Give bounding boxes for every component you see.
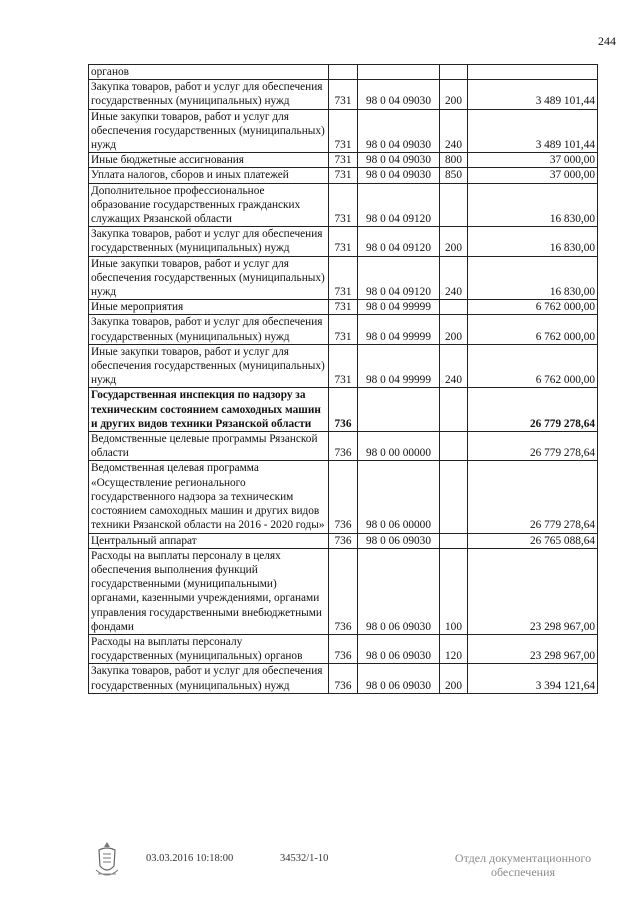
stamp-line-1: Отдел документационного	[454, 851, 592, 865]
cell-name: Иные закупки товаров, работ и услуг для обеспечения государственных (муниципальных) нужд	[89, 344, 329, 388]
cell-dept-code	[329, 65, 358, 80]
cell-expense-type	[440, 300, 468, 315]
cell-target-code	[358, 388, 440, 432]
cell-sum: 26 779 278,64	[468, 432, 598, 461]
cell-dept-code: 731	[329, 344, 358, 388]
cell-target-code: 98 0 06 09030	[358, 634, 440, 663]
footer-doc-id: 34532/1-10	[280, 853, 329, 864]
cell-dept-code: 731	[329, 227, 358, 256]
table-row	[89, 461, 598, 533]
cell-name: Ведомственная целевая программа «Осуществление регионального государственного надзора за техническим состоянием самоходных машин и других видов техники Рязанской области на 2016 - 2020 годы»	[89, 461, 329, 533]
cell-sum: 37 000,00	[468, 153, 598, 168]
table-row	[89, 168, 598, 183]
cell-dept-code: 731	[329, 315, 358, 344]
cell-name: Иные мероприятия	[89, 300, 329, 315]
coat-of-arms-emblem	[93, 840, 121, 880]
cell-sum: 3 489 101,44	[468, 80, 598, 109]
cell-name: Иные закупки товаров, работ и услуг для обеспечения государственных (муниципальных) нужд	[89, 109, 329, 153]
cell-expense-type	[440, 533, 468, 548]
cell-sum: 37 000,00	[468, 168, 598, 183]
cell-expense-type: 200	[440, 664, 468, 693]
footer-date: 03.03.2016 10:18:00	[146, 853, 234, 864]
cell-sum: 16 830,00	[468, 183, 598, 227]
cell-dept-code: 731	[329, 80, 358, 109]
cell-target-code: 98 0 04 09120	[358, 227, 440, 256]
cell-sum: 16 830,00	[468, 227, 598, 256]
cell-name: Закупка товаров, работ и услуг для обеспечения государственных (муниципальных) нужд	[89, 80, 329, 109]
budget-table-body	[89, 65, 598, 694]
cell-target-code: 98 0 04 09030	[358, 109, 440, 153]
cell-sum: 16 830,00	[468, 256, 598, 300]
table-row	[89, 664, 598, 693]
cell-name: Расходы на выплаты персоналу государственных (муниципальных) органов	[89, 634, 329, 663]
cell-target-code: 98 0 04 09030	[358, 80, 440, 109]
cell-name: Закупка товаров, работ и услуг для обеспечения государственных (муниципальных) нужд	[89, 315, 329, 344]
table-row	[89, 300, 598, 315]
cell-target-code: 98 0 04 09120	[358, 256, 440, 300]
cell-name: Иные бюджетные ассигнования	[89, 153, 329, 168]
cell-sum: 3 489 101,44	[468, 109, 598, 153]
budget-table	[88, 64, 598, 694]
cell-expense-type	[440, 461, 468, 533]
cell-name: Ведомственные целевые программы Рязанской области	[89, 432, 329, 461]
cell-target-code: 98 0 04 99999	[358, 300, 440, 315]
cell-target-code	[358, 65, 440, 80]
cell-target-code: 98 0 04 09030	[358, 153, 440, 168]
cell-expense-type: 240	[440, 256, 468, 300]
cell-expense-type	[440, 432, 468, 461]
cell-sum	[468, 65, 598, 80]
table-row	[89, 109, 598, 153]
cell-target-code: 98 0 00 00000	[358, 432, 440, 461]
cell-target-code: 98 0 04 09030	[358, 168, 440, 183]
cell-dept-code: 736	[329, 634, 358, 663]
table-row	[89, 65, 598, 80]
cell-sum: 26 765 088,64	[468, 533, 598, 548]
table-row	[89, 548, 598, 634]
cell-expense-type: 850	[440, 168, 468, 183]
cell-name: Закупка товаров, работ и услуг для обеспечения государственных (муниципальных) нужд	[89, 664, 329, 693]
cell-name: Дополнительное профессиональное образование государственных гражданских служащих Рязанской области	[89, 183, 329, 227]
cell-dept-code: 731	[329, 183, 358, 227]
cell-target-code: 98 0 06 09030	[358, 533, 440, 548]
cell-sum: 6 762 000,00	[468, 315, 598, 344]
cell-sum: 26 779 278,64	[468, 388, 598, 432]
cell-name: Государственная инспекция по надзору за техническим состоянием самоходных машин и других видов техники Рязанской области	[89, 388, 329, 432]
cell-expense-type: 200	[440, 80, 468, 109]
cell-dept-code: 731	[329, 109, 358, 153]
cell-expense-type	[440, 388, 468, 432]
cell-dept-code: 736	[329, 461, 358, 533]
cell-target-code: 98 0 06 09030	[358, 548, 440, 634]
table-row	[89, 80, 598, 109]
cell-dept-code: 736	[329, 664, 358, 693]
cell-sum: 6 762 000,00	[468, 344, 598, 388]
table-row	[89, 634, 598, 663]
cell-dept-code: 736	[329, 388, 358, 432]
table-row	[89, 315, 598, 344]
page-number: 244	[598, 34, 616, 48]
table-row	[89, 256, 598, 300]
cell-name: Закупка товаров, работ и услуг для обеспечения государственных (муниципальных) нужд	[89, 227, 329, 256]
cell-expense-type	[440, 183, 468, 227]
cell-target-code: 98 0 04 09120	[358, 183, 440, 227]
cell-sum: 23 298 967,00	[468, 548, 598, 634]
table-row	[89, 432, 598, 461]
cell-target-code: 98 0 04 99999	[358, 315, 440, 344]
cell-expense-type: 200	[440, 227, 468, 256]
cell-name: Центральный аппарат	[89, 533, 329, 548]
table-row	[89, 227, 598, 256]
cell-dept-code: 736	[329, 432, 358, 461]
cell-name: Иные закупки товаров, работ и услуг для обеспечения государственных (муниципальных) нужд	[89, 256, 329, 300]
cell-target-code: 98 0 06 09030	[358, 664, 440, 693]
cell-target-code: 98 0 04 99999	[358, 344, 440, 388]
cell-expense-type: 200	[440, 315, 468, 344]
cell-dept-code: 731	[329, 300, 358, 315]
table-row	[89, 153, 598, 168]
table-row	[89, 533, 598, 548]
cell-sum: 6 762 000,00	[468, 300, 598, 315]
cell-dept-code: 731	[329, 168, 358, 183]
cell-name: органов	[89, 65, 329, 80]
department-stamp	[438, 851, 608, 879]
cell-expense-type: 100	[440, 548, 468, 634]
table-row	[89, 388, 598, 432]
cell-dept-code: 731	[329, 153, 358, 168]
cell-dept-code: 736	[329, 548, 358, 634]
cell-name: Расходы на выплаты персоналу в целях обеспечения выполнения функций государственными (муниципальными) органами, казенными учреждениями, органами управления государственными внебюджетными фондами	[89, 548, 329, 634]
cell-expense-type: 240	[440, 109, 468, 153]
stamp-line-2: обеспечения	[490, 865, 556, 879]
cell-expense-type: 120	[440, 634, 468, 663]
cell-expense-type	[440, 65, 468, 80]
cell-expense-type: 240	[440, 344, 468, 388]
cell-dept-code: 731	[329, 256, 358, 300]
cell-sum: 26 779 278,64	[468, 461, 598, 533]
cell-expense-type: 800	[440, 153, 468, 168]
cell-sum: 23 298 967,00	[468, 634, 598, 663]
cell-sum: 3 394 121,64	[468, 664, 598, 693]
cell-name: Уплата налогов, сборов и иных платежей	[89, 168, 329, 183]
table-row	[89, 344, 598, 388]
table-row	[89, 183, 598, 227]
cell-target-code: 98 0 06 00000	[358, 461, 440, 533]
cell-dept-code: 736	[329, 533, 358, 548]
